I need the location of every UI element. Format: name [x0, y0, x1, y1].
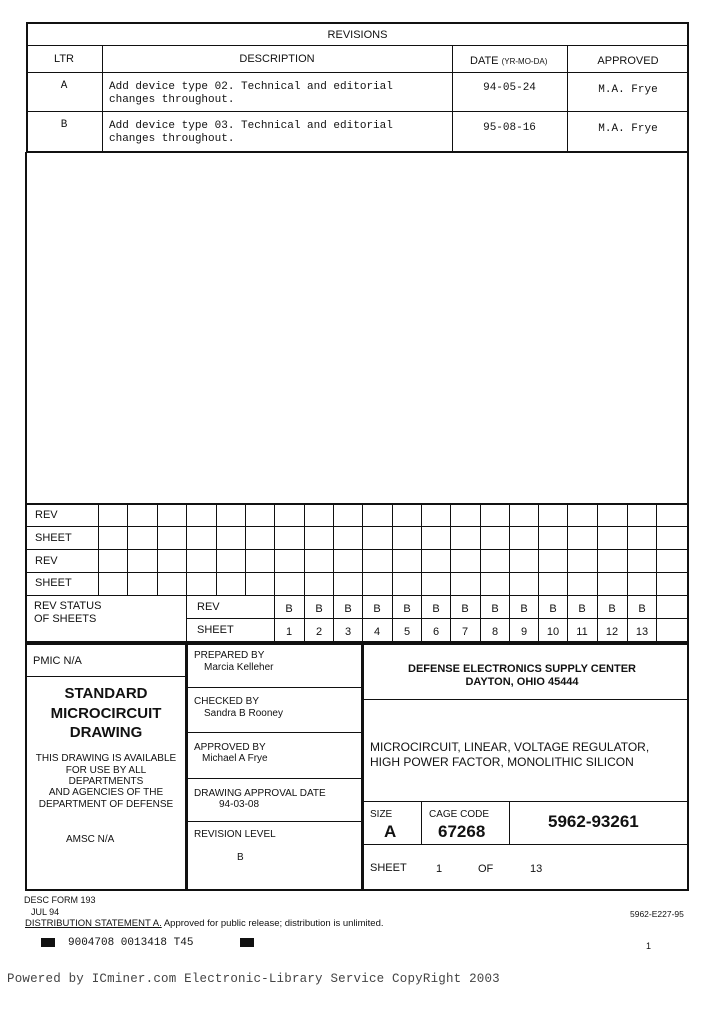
grid-col-rule — [274, 503, 275, 595]
revision-ltr: B — [60, 119, 68, 131]
sheet-number-value: 6 — [432, 626, 440, 638]
sheet-number-value: 1 — [285, 626, 293, 638]
rev-status-value: B — [461, 603, 469, 615]
revision-date: 95-08-16 — [483, 122, 536, 134]
rev-row-label: REV — [35, 555, 58, 567]
revision-desc-line2: changes throughout. — [109, 133, 235, 145]
sheet-number-value: 2 — [315, 626, 323, 638]
approvals-rule — [186, 687, 363, 688]
grid-col-rule — [392, 503, 393, 595]
rev-status-value: B — [285, 603, 293, 615]
rev-status-value: B — [403, 603, 411, 615]
sheet-label: SHEET — [370, 862, 407, 874]
approved-by-label: APPROVED BY — [194, 742, 266, 753]
std-drawing-title: MICROCIRCUIT — [50, 705, 162, 722]
agency-address: DAYTON, OHIO 45444 — [465, 676, 579, 688]
date-header: DATE (YR-MO-DA) — [470, 55, 548, 67]
grid-col-rule — [480, 503, 481, 595]
rev-status-value: B — [491, 603, 499, 615]
form-number: DESC FORM 193 — [24, 895, 96, 905]
sheet-status-grid — [25, 503, 689, 643]
grid-row-rule — [25, 549, 689, 550]
title-panel-col-rule — [421, 801, 422, 844]
size-value: A — [384, 822, 397, 841]
grid-col-rule — [127, 503, 128, 595]
checked-by-label: CHECKED BY — [194, 696, 260, 707]
rev-status-value: B — [344, 603, 352, 615]
revision-desc-line1: Add device type 03. Technical and editorial — [109, 120, 393, 132]
page-mark: 1 — [646, 941, 652, 951]
approvals-rule — [186, 732, 363, 733]
rev-status-value: B — [520, 603, 528, 615]
rev-status-value: B — [578, 603, 586, 615]
grid-col-rule — [157, 503, 158, 595]
grid-col-rule — [597, 503, 598, 595]
approval-date-label: DRAWING APPROVAL DATE — [194, 788, 326, 799]
revision-approved: M.A. Frye — [598, 123, 658, 135]
rev-status-value: B — [432, 603, 440, 615]
amsc-label: AMSC N/A — [66, 834, 115, 845]
approval-date: 94-03-08 — [219, 799, 260, 810]
pmic-label: PMIC N/A — [33, 655, 82, 667]
rev-status-label: REV STATUS — [34, 600, 102, 612]
rev-status-label: OF SHEETS — [34, 613, 97, 625]
powered-by-footer: Powered by ICminer.com Electronic-Library Service CopyRight 2003 — [7, 972, 500, 986]
revision-desc-line1: Add device type 02. Technical and editorial — [109, 81, 393, 93]
title-panel-col-rule — [509, 801, 510, 844]
sheet-number-value: 10 — [546, 626, 560, 638]
rev-status-value: B — [373, 603, 381, 615]
rev-status-value: B — [549, 603, 557, 615]
grid-col-rule — [186, 595, 187, 643]
prepared-by-name: Marcia Kelleher — [204, 662, 274, 673]
grid-col-rule — [567, 503, 568, 595]
left-panel-rule — [25, 676, 187, 677]
revision-level-label: REVISION LEVEL — [194, 829, 276, 840]
grid-row-rule — [25, 572, 689, 573]
cage-code: 67268 — [438, 822, 486, 841]
sheet-number-value: 3 — [344, 626, 352, 638]
revision-desc-line2: changes throughout. — [109, 94, 235, 106]
revisions-title-rule — [26, 45, 689, 46]
grid-col-rule — [538, 503, 539, 595]
barcode-bar-left — [41, 938, 55, 947]
sheet-number-value: 9 — [520, 626, 528, 638]
of-label: OF — [478, 863, 494, 875]
sheet-number-value: 8 — [491, 626, 499, 638]
grid-col-rule — [362, 503, 363, 595]
revision-approved: M.A. Frye — [598, 84, 658, 96]
availability-note: THIS DRAWING IS AVAILABLE — [35, 753, 177, 764]
grid-col-rule — [216, 503, 217, 595]
grid-col-rule — [98, 503, 99, 595]
revision-date: 94-05-24 — [483, 82, 536, 94]
grid-col-rule — [304, 503, 305, 595]
revisions-header-rule — [26, 72, 689, 73]
sheet-number-value: 11 — [576, 626, 588, 638]
grid-col-rule — [509, 503, 510, 595]
rev-status-value: B — [315, 603, 323, 615]
revision-ltr: A — [60, 80, 68, 92]
ltr-header: LTR — [54, 53, 74, 65]
page-border-left — [25, 152, 27, 503]
grid-col-rule — [186, 503, 187, 595]
availability-note: AND AGENCIES OF THE — [48, 787, 164, 798]
grid-col-rule — [627, 503, 628, 595]
availability-note: DEPARTMENTS — [68, 776, 144, 787]
doc-code: 5962-E227-95 — [630, 909, 684, 919]
sheet-number-value: 4 — [373, 626, 381, 638]
sheet-row-label: SHEET — [35, 532, 72, 544]
distribution-statement: DISTRIBUTION STATEMENT A. Approved for public release; distribution is unlimited. — [25, 918, 384, 929]
sheet-number-value: 5 — [403, 626, 411, 638]
grid-col-rule — [421, 503, 422, 595]
sheet-row-label: SHEET — [35, 577, 72, 589]
size-label: SIZE — [370, 809, 393, 820]
sheet-number-value: 12 — [605, 626, 619, 638]
drawing-title: HIGH POWER FACTOR, MONOLITHIC SILICON — [370, 755, 634, 769]
std-drawing-title: DRAWING — [69, 724, 143, 741]
prepared-by-label: PREPARED BY — [194, 650, 265, 661]
grid-col-rule — [333, 503, 334, 595]
revisions-row-rule — [26, 111, 689, 112]
approvals-panel — [186, 643, 363, 891]
revision-level: B — [237, 852, 244, 863]
barcode-bar-right — [240, 938, 254, 947]
page-border-right — [687, 152, 689, 503]
description-header: DESCRIPTION — [239, 53, 315, 65]
revisions-col-rule — [452, 45, 453, 152]
sheet-total: 13 — [530, 863, 543, 875]
grid-col-rule — [450, 503, 451, 595]
grid-row-rule — [186, 618, 689, 619]
barcode-text: 9004708 0013418 T45 — [68, 937, 194, 949]
title-panel-rule — [362, 801, 689, 802]
rev-status-value: B — [608, 603, 616, 615]
agency-name: DEFENSE ELECTRONICS SUPPLY CENTER — [408, 663, 636, 675]
rev-status-rev-label: REV — [197, 601, 220, 613]
revisions-title: REVISIONS — [327, 29, 388, 41]
grid-row-rule — [25, 526, 689, 527]
sheet-number-value: 13 — [635, 626, 649, 638]
rev-status-sheet-label: SHEET — [197, 624, 234, 636]
availability-note: DEPARTMENT OF DEFENSE — [38, 799, 174, 810]
rev-row-label: REV — [35, 509, 58, 521]
sheet-number: 1 — [436, 863, 443, 875]
grid-col-rule — [656, 503, 657, 595]
checked-by-name: Sandra B Rooney — [204, 708, 283, 719]
std-drawing-title: STANDARD — [64, 685, 148, 702]
grid-row-rule — [25, 595, 689, 596]
rev-status-value: B — [638, 603, 646, 615]
availability-note: FOR USE BY ALL — [65, 765, 147, 776]
grid-col-rule — [245, 503, 246, 595]
title-panel-rule — [362, 699, 689, 700]
title-panel-rule — [362, 844, 689, 845]
approved-header: APPROVED — [597, 55, 659, 67]
sheet-number-value: 7 — [461, 626, 469, 638]
drawing-title: MICROCIRCUIT, LINEAR, VOLTAGE REGULATOR, — [370, 740, 650, 754]
drawing-number: 5962-93261 — [548, 812, 639, 831]
form-date: JUL 94 — [31, 907, 60, 917]
approvals-rule — [186, 778, 363, 779]
approvals-rule — [186, 821, 363, 822]
cage-code-label: CAGE CODE — [429, 809, 490, 820]
approved-by-name: Michael A Frye — [202, 753, 268, 764]
